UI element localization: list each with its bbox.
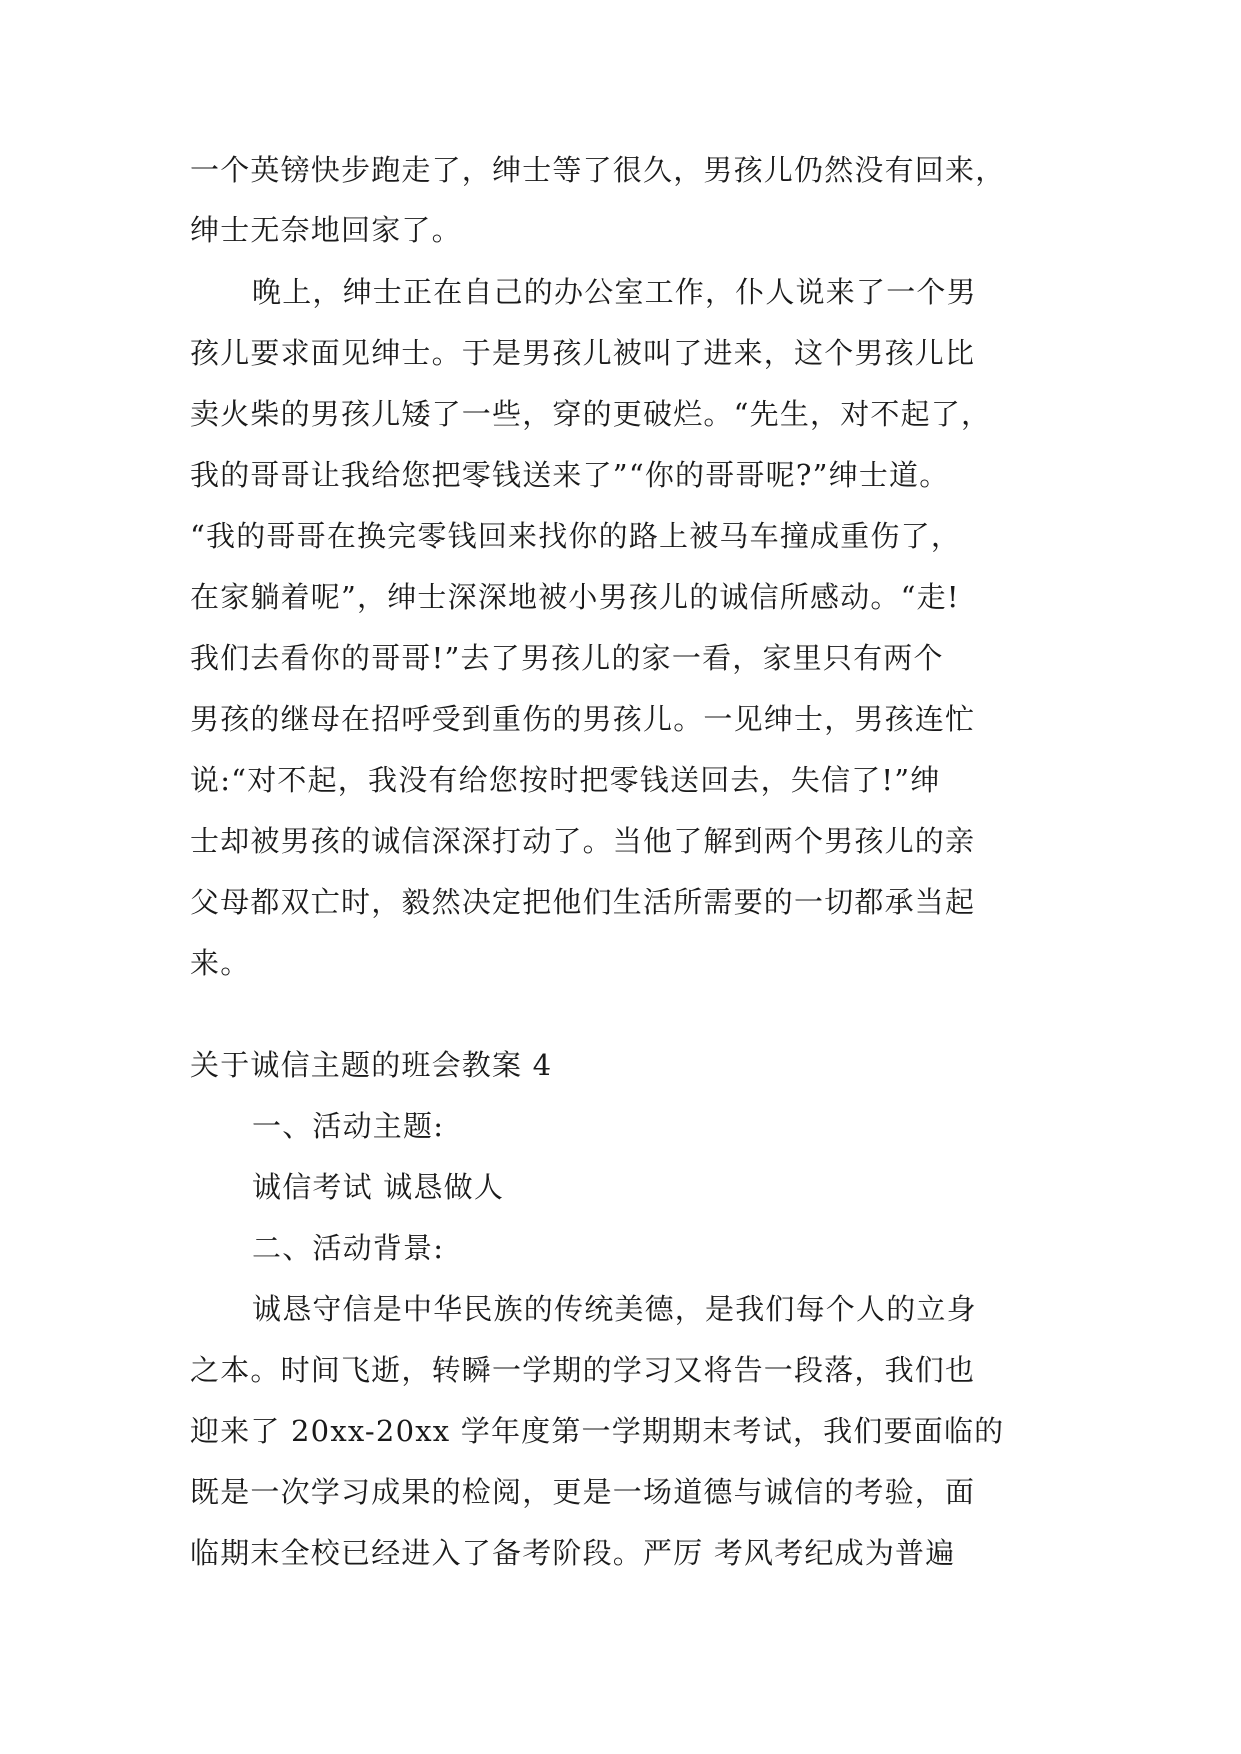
body-text-line: 说:“对不起，我没有给您按时把零钱送回去，失信了!”绅 (190, 763, 941, 797)
list-heading: 二、活动背景: (252, 1231, 445, 1265)
paragraph-first-line: 诚恳守信是中华民族的传统美德，是我们每个人的立身 (252, 1292, 977, 1326)
body-text-line: 我们去看你的哥哥!”去了男孩儿的家一看，家里只有两个 (190, 641, 944, 675)
body-text-line: 孩儿要求面见绅士。于是男孩儿被叫了进来，这个男孩儿比 (190, 336, 976, 370)
body-text-line: “我的哥哥在换完零钱回来找你的路上被马车撞成重伤了， (190, 519, 962, 553)
body-text-line: 一个英镑快步跑走了，绅士等了很久，男孩儿仍然没有回来， (190, 153, 1006, 187)
body-text-line: 卖火柴的男孩儿矮了一些，穿的更破烂。“先生，对不起了， (190, 397, 992, 431)
body-text-line: 既是一次学习成果的检阅，更是一场道德与诚信的考验，面 (190, 1475, 976, 1509)
body-text-line: 临期末全校已经进入了备考阶段。严厉 考风考纪成为普遍 (190, 1536, 956, 1570)
body-text-line: 迎来了 20xx-20xx 学年度第一学期期末考试，我们要面临的 (190, 1414, 1005, 1448)
list-heading: 一、活动主题: (252, 1109, 445, 1143)
body-text-line: 士却被男孩的诚信深深打动了。当他了解到两个男孩儿的亲 (190, 824, 976, 858)
body-text-line: 来。 (190, 946, 251, 980)
body-text-line: 父母都双亡时，毅然决定把他们生活所需要的一切都承当起 (190, 885, 976, 919)
section-heading: 关于诚信主题的班会教案 4 (190, 1048, 553, 1082)
body-text-line: 绅士无奈地回家了。 (190, 213, 462, 247)
body-text-line: 我的哥哥让我给您把零钱送来了”“你的哥哥呢?”绅士道。 (190, 458, 950, 492)
body-text-line: 之本。时间飞逝，转瞬一学期的学习又将告一段落，我们也 (190, 1353, 976, 1387)
theme-text: 诚信考试 诚恳做人 (252, 1170, 505, 1204)
body-text-line: 在家躺着呢”，绅士深深地被小男孩儿的诚信所感动。“走! (190, 580, 960, 614)
body-text-line: 男孩的继母在招呼受到重伤的男孩儿。一见绅士，男孩连忙 (190, 702, 976, 736)
paragraph-first-line: 晚上，绅士正在自己的办公室工作，仆人说来了一个男 (252, 275, 977, 309)
